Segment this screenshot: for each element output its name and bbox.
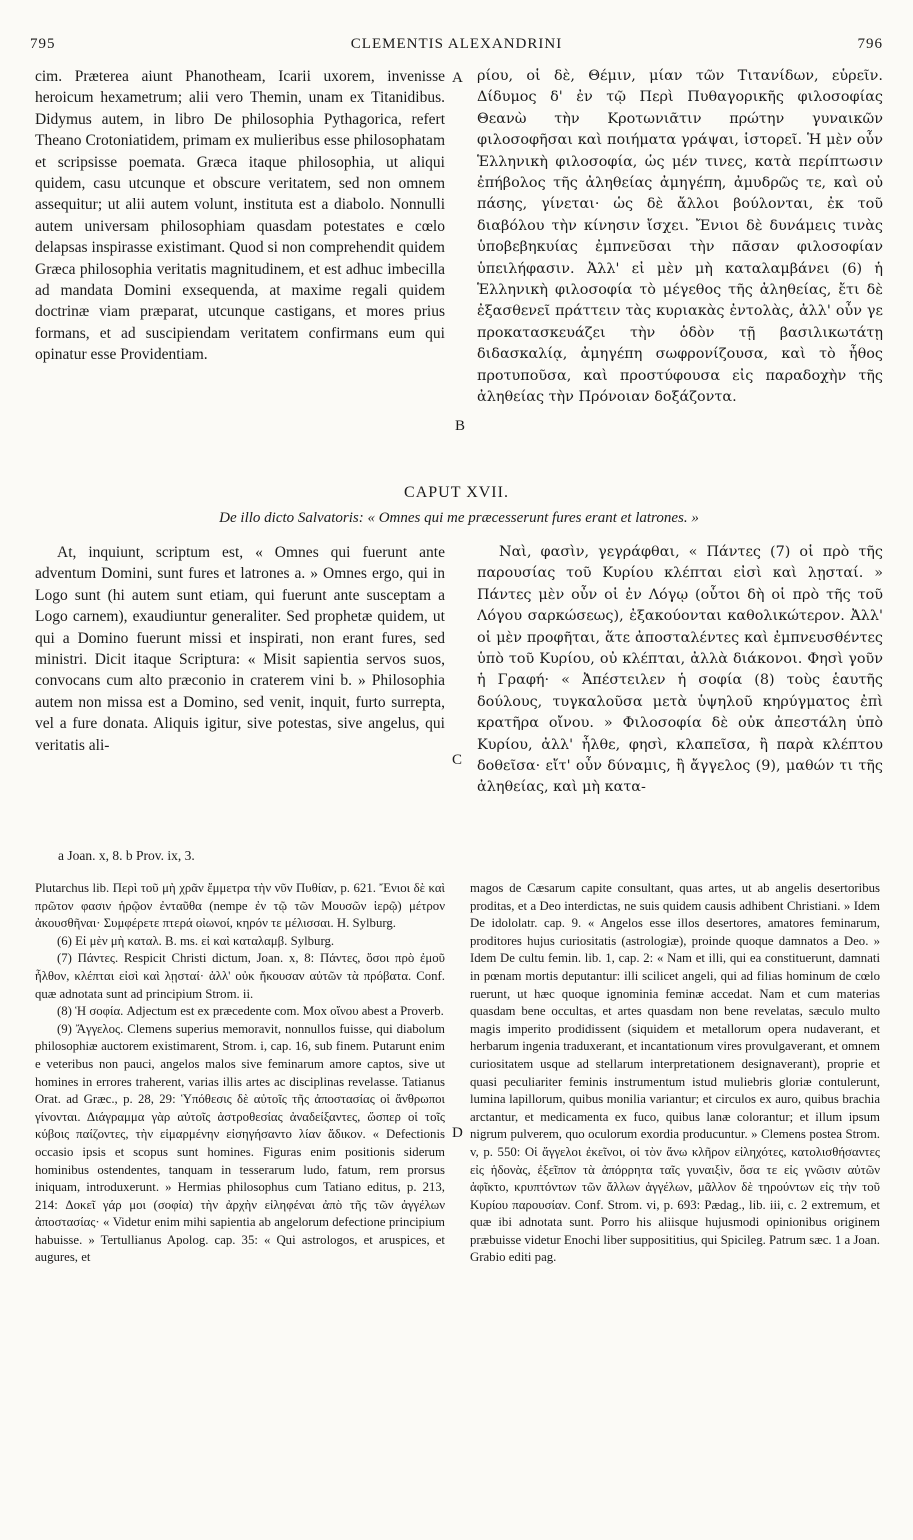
chapter-number: CAPUT XVII. (404, 484, 509, 501)
note-left-3: (8) Ἡ σοφία. Adjectum est ex præcedente com. Mox οἴνου abest a Proverb. (57, 1004, 444, 1019)
note-left-0: Plutarchus lib. Περὶ τοῦ μὴ χρᾶν ἔμμετρα τὴν νῦν Πυθίαν, p. 621. Ἔνιοι δὲ καὶ πρῶτον φασιν ἡρῷον ἐνταῦθα (nempe ἐν τῷ τῶν Μουσῶν ἱερῷ) μέτρον ἀκουσθῆναι· Συμφέρετε πτερά οἰωνοί, κηρόν τε μέλισσαι. H. Sylburg. (35, 881, 445, 931)
greek-paragraph-top: ρίου, οἱ δὲ, Θέμιν, μίαν τῶν Τιτανίδων, εὑρεῖν. Δίδυμος δ' ἐν τῷ Περὶ Πυθαγορικῆς φιλοσοφίας Θεανὼ τὴν Κροτωνιᾶτιν πρώτην γυναικῶν φιλοσοφῆσαι καὶ ποιήματα γράψαι, ἱστορεῖ. Ἡ μὲν οὖν Ἑλληνικὴ φιλοσοφία, ὡς μέν τινες, κατὰ περίπτωσιν ἐπήβολος τῆς ἀληθείας ἀμηγέπη, ἀμυδρῶς τε, καὶ οὐ πάσης, γίνεται· ὡς δὲ ἄλλοι βούλονται, ἐκ τοῦ διαβόλου τὴν κίνησιν ἴσχει. Ἔνιοι δὲ δυνάμεις τινὰς ὑποβεβηκυίας ἐμπνεῦσαι τὴν πᾶσαν φιλοσοφίαν ὑπειλήφασιν. Ἀλλ' εἰ μὲν μὴ καταλαμβάνει (6) ἡ Ἑλληνικὴ φιλοσοφία τὸ μέγεθος τῆς ἀληθείας, ἔτι δὲ ἐξασθενεῖ πράττειν τὰς κυριακὰς ἐντολὰς, ἀλλ' οὖν γε προκατασκευάζει τὴν ὁδὸν τῇ βασιλικωτάτῃ διδασκαλίᾳ, ἀμηγέπη σωφρονίζουσα, καὶ τὸ ἦθος προτυποῦσα, καὶ προστύφουσα εἰς παραδοχὴν τῆς ἀληθείας τὴν Πρόνοιαν δοξάζοντα. (477, 68, 883, 406)
latin-column-mid (35, 542, 445, 832)
latin-column-top (35, 66, 445, 478)
running-title: CLEMENTIS ALEXANDRINI (350, 36, 563, 52)
greek-paragraph-mid: Ναὶ, φασὶν, γεγράφθαι, « Πάντες (7) οἱ πρὸ τῆς παρουσίας τοῦ Κυρίου κλέπται εἰσὶ καὶ λῃσταί. » Πάντες μὲν οὖν οἱ ἐν Λόγῳ (οὗτοι δὴ οἱ πρὸ τῆς τοῦ Λόγου σαρκώσεως), ἐξακούονται καθολικώτερον. Ἀλλ' οἱ μὲν προφῆται, ἅτε ἀποσταλέντες καὶ ἐμπνευσθέντες ὑπὸ τοῦ Κυρίου, οὐ κλέπται, ἀλλὰ διάκονοι. Φησὶ γοῦν ἡ Γραφή· « Ἀπέστειλεν ἡ σοφία (8) τοὺς ἑαυτῆς δούλους, τυγκαλοῦσα μετὰ ὑψηλοῦ κηρύγματος ἐπὶ κρατῆρα οἴνου. » Φιλοσοφία δὲ οὐκ ἀπεστάλη ὑπὸ Κυρίου, ἀλλ' ἦλθε, φησὶ, κλαπεῖσα, ἢ παρὰ κλέπτου δοθεῖσα· εἴτ' οὖν δύναμις, ἢ ἄγγελος (9), μαθών τι τῆς ἀληθείας, καὶ μὴ κατα- (477, 544, 883, 796)
latin-paragraph-top: cim. Præterea aiunt Phanotheam, Icarii uxorem, invenisse heroicum hexametrum; alii vero Themin, unam ex Titanidibus. Didymus autem, in libro De philosophia Pythagorica, refert Theano Crotoniatidem, primam ex mulieribus esse philosophatam et scripsisse poemata. Græca itaque philosophia, ut aliqui quidem, casu utcunque et obscure veritatem, sed non omnem assequitur; ut alii autem volunt, instituta est a diabolo. Nonnulli autem universam philosophiam quasdam potestates e cœlo delapsas inspirasse existimant. Quod si non comprehendit quidem Græca philosophia veritatis magnitudinem, et est adhuc imbecilla ad mandata Domini exsequenda, at maxime regali quidem doctrinæ viam præparat, utcunque castigans, et mores prius formans, et ad suscipiendam veritatem confirmans eum qui opinatur esse Providentiam. (35, 68, 445, 364)
margin-letter-c: C (452, 752, 463, 768)
note-right-text: magos de Cæsarum capite consultant, quas artes, ut ab angelis desertoribus proditas, et a Deo interdictas, ne suis quidem causis adhibent Christiani. » Idem De idololatr. cap. 9. « Angelos esse illos desertores, amatores feminarum, proditores hujus curiositatis (astrologiæ), proinde quoque damnatos a Deo. » Idem De cultu femin. lib. 1, cap. 2: « Nam et illi, qui ea constituerunt, damnati in pœnam mortis deputantur: illi scilicet angeli, qui ad filias hominum de cœlo ruerunt, ut hæc quoque ignominia feminæ accedat. Nam et cum materias quasdam bene occultas, et artes quasdam non bene revelatas, sæculo multo magis imperito prodidissent (siquidem et metallorum opera nudaverant, et herbarum ingenia traduxerant, et incantationum vires provulgaverant, et omnem curiositatem usque ad stellarum interpretationem designaverant), proprie et quasi peculiariter feminis instrumentum istud muliebris gloriæ contulerunt, lumina lapillorum, quibus monilia variantur; et circulos ex auro, quibus brachia arctantur, et medicamenta ex fuco, quibus lanæ colorantur; et illum ipsum nigrum pulverem, quo oculorum exordia producuntur. » Clemens postea Strom. v, p. 550: Οἱ ἄγγελοι ἐκεῖνοι, οἱ τὸν ἄνω κλῆρον εἰληχότες, κατολισθήσαντες εἰς ἡδονὰς, ἐξεῖπον τὰ ἀπόρρητα ταῖς γυναιξὶν, ὅσα τε εἰς γνῶσιν αὐτῶν ἀφῖκτο, κρυπτόντων τῶν ἄλλων ἀγγέλων, μᾶλλον δὲ τηρούντων εἰς τὴν τοῦ Κυρίου παρουσίαν. Conf. Strom. vi, p. 693: Pædag., lib. iii, c. 2 extremum, et quæ ibi adnotata sunt. Porro his aliisque hujusmodi opinionibus originem præbuisse videtur Enochi liber supposititius, qui Spicileg. Patrum sæc. 1 a Joan. Grabio editi pag. (470, 881, 880, 1265)
note-left-2: (7) Πάντες. Respicit Christi dictum, Joan. x, 8: Πάντες, ὅσοι πρὸ ἐμοῦ ἦλθον, κλέπται εἰσὶ καὶ λῃσταί· ἀλλ' οὐκ ἤκουσαν αὐτῶν τὰ πρόβατα. Conf. quæ adnotata sunt ad principium Strom. ii. (35, 951, 445, 1001)
note-left-1: (6) Εἰ μὲν μὴ καταλ. B. ms. εἰ καὶ καταλαμβ. Sylburg. (57, 933, 335, 948)
page-number-right: 796 (857, 36, 883, 52)
greek-column-top (477, 66, 883, 478)
greek-column-mid (477, 542, 883, 832)
chapter-subtitle: De illo dicto Salvatoris: « Omnes qui me præcesserunt fures erant et latrones. » (219, 510, 699, 526)
page-number-left: 795 (30, 36, 56, 52)
margin-letter-d: D (452, 1125, 463, 1141)
margin-letter-a: A (452, 70, 463, 86)
margin-letter-b: B (455, 418, 466, 434)
latin-paragraph-mid: At, inquiunt, scriptum est, « Omnes qui fuerunt ante adventum Domini, sunt fures et latrones a. » Omnes ergo, qui in Logo sunt (hi autem sunt etiam, qui fuerunt ante susceptam a Logo carnem), exaudiuntur generaliter. Sed prophetæ quidem, ut qui a Domino fuerunt missi et inspirati, non erant fures, sed ministri. Dicit itaque Scriptura: « Misit sapientia servos suos, convocans cum alto præconio in craterem vini b. » Philosophia autem non missa est a Domino, sed venit, inquit, furto surrepta, vel a fure donata. Aliquis igitur, sive potestas, sive angelus, qui veritatis ali- (35, 544, 445, 754)
running-header (30, 36, 883, 56)
notes-right-column (470, 880, 880, 1530)
scripture-references: a Joan. x, 8. b Prov. ix, 3. (58, 848, 195, 863)
notes-left-column (35, 880, 445, 1530)
note-left-4: (9) Ἄγγελος. Clemens superius memoravit, nonnullos fuisse, qui diabolum philosophiæ auctorem existimarent, Strom. i, cap. 16, sub finem. Putarunt enim e veteribus non pauci, angelos malos sive feminarum amore captos, sive ut homines in errores traherent, varias illis artes ac disciplinas revelasse. Tatianus Orat. ad Græc., p. 28, 29: Ὑπόθεσις δὲ αὐτοῖς τῆς ἀποστασίας οἱ ἄνθρωποι γίνονται. Διάγραμμα γὰρ αὐτοῖς ἀστροθεσίας ἀναδείξαντες, ὥσπερ οἱ τοῖς κύβοις παίζοντες, τὴν εἱμαρμένην εἰσηγήσαντο λίαν ἄδικον. « Defectionis occasio ipsis et scopus sunt homines. Figuras enim positionis siderum hominibus ostendentes, tanquam in tesserarum ludo, fatum, rem prorsus iniquam, introduxerunt. » Hermias philosophus cum Tatiano editus, p. 213, 214: Δοκεῖ γάρ μοι (σοφία) τὴν ἀρχὴν εἰληφέναι ἀπὸ τῆς τῶν ἀγγέλων ἀποστασίας· « Videtur enim mihi sapientia ab angelorum defectione principium habuisse. » Tertullianus Apolog. cap. 35: « Qui astrologos, et aruspices, et augures, et (35, 1021, 445, 1265)
